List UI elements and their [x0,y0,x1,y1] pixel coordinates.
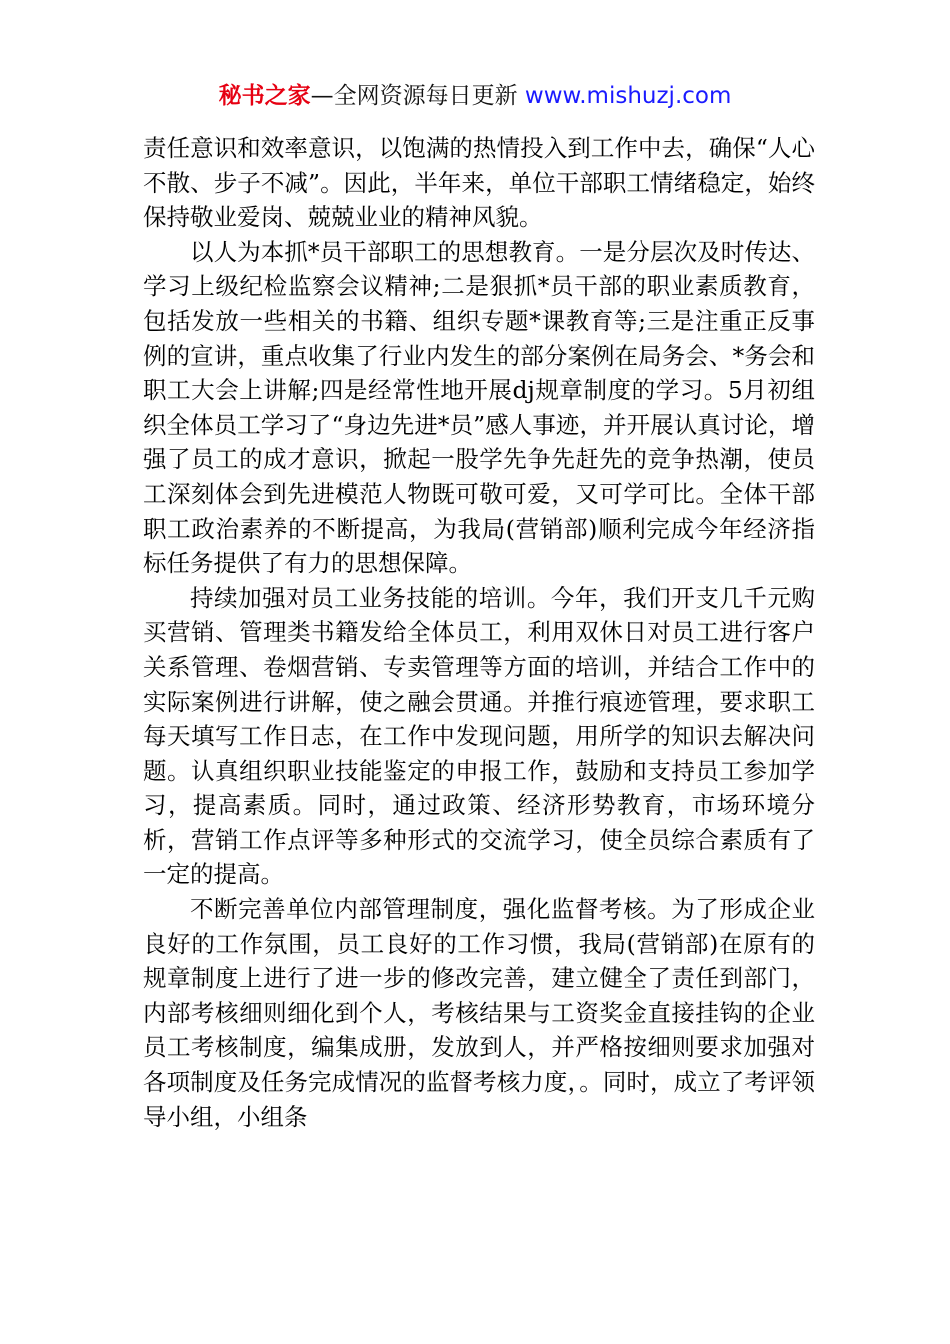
site-header [0,80,950,112]
paragraph-continued: 责任意识和效率意识，以饱满的热情投入到工作中去，确保“人心不散、步子不减”。因此，半年来，单位干部职工情绪稳定，始终保持敬业爱岗、兢兢业业的精神风貌。 [143,134,815,232]
paragraph-ideological-education: 以人为本抓*员干部职工的思想教育。一是分层次及时传达、学习上级纪检监察会议精神;二是狠抓*员干部的职业素质教育，包括发放一些相关的书籍、组织专题*课教育等;三是注重正反事例的宣讲，重点收集了行业内发生的部分案例在局务会、*务会和职工大会上讲解;四是经常性地开展dj规章制度的学习。5月初组织全体员工学习了“身边先进*员”感人事迹，并开展认真讨论，增强了员工的成才意识，掀起一股学先争先赶先的竞争热潮，使员工深刻体会到先进模范人物既可敬可爱，又可学可比。全体干部职工政治素养的不断提高，为我局(营销部)顺利完成今年经济指标任务提供了有力的思想保障。 [143,237,815,578]
header-tagline: —全网资源每日更新 [310,83,518,109]
document-body [143,131,815,1134]
brand-name: 秘书之家 [218,83,311,109]
paragraph-management-system: 不断完善单位内部管理制度，强化监督考核。为了形成企业良好的工作氛围，员工良好的工作习惯，我局(营销部)在原有的规章制度上进行了进一步的修改完善，建立健全了责任到部门，内部考核细则细化到个人，考核结果与工资奖金直接挂钩的企业员工考核制度，编集成册，发放到人，并严格按细则要求加强对各项制度及任务完成情况的监督考核力度，。同时，成立了考评领导小组，小组条 [143,895,815,1131]
header-url-link[interactable]: www.mishuzj.com [524,83,732,109]
paragraph-skills-training: 持续加强对员工业务技能的培训。今年，我们开支几千元购买营销、管理类书籍发给全体员工，利用双休日对员工进行客户关系管理、卷烟营销、专卖管理等方面的培训，并结合工作中的实际案例进行讲解，使之融会贯通。并推行痕迹管理，要求职工每天填写工作日志，在工作中发现问题，用所学的知识去解决问题。认真组织职业技能鉴定的申报工作，鼓励和支持员工参加学习，提高素质。同时，通过政策、经济形势教育，市场环境分析，营销工作点评等多种形式的交流学习，使全员综合素质有了一定的提高。 [143,583,815,889]
